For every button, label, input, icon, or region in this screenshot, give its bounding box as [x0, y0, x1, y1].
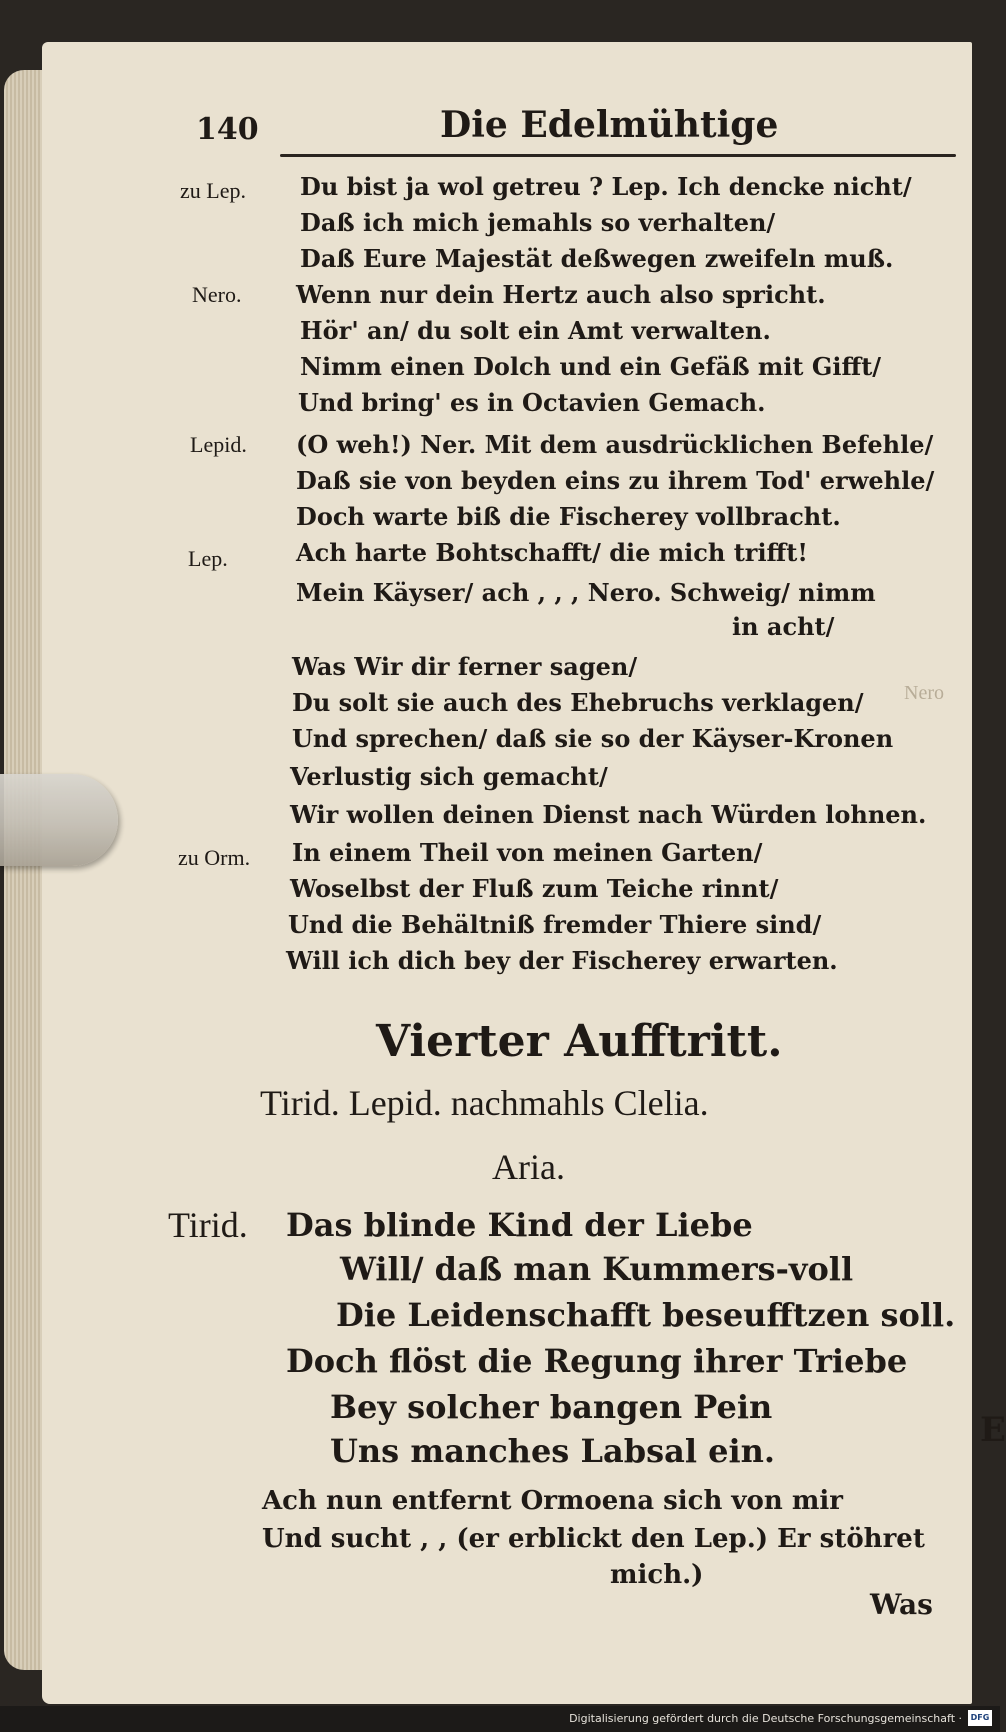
page-clip [0, 774, 118, 866]
recit-line: Und sucht , , (er erblickt den Lep.) Er stöhret [262, 1524, 925, 1554]
verse-line: Daß Eure Majestät deßwegen zweifeln muß. [300, 244, 894, 273]
verse-line: Hör' an/ du solt ein Amt verwalten. [300, 316, 771, 345]
aria-line: Die Leidenschafft beseufftzen soll. [336, 1296, 956, 1334]
recit-line: Ach nun entfernt Ormoena sich von mir [262, 1486, 843, 1516]
speaker-label: Tirid. [168, 1205, 248, 1245]
speaker-label: Lep. [188, 546, 228, 571]
verse-line: Ach harte Bohtschafft/ die mich trifft! [296, 538, 808, 567]
scene-cast: Tirid. Lepid. nachmahls Clelia. [260, 1083, 709, 1123]
verse-line: Doch warte biß die Fischerey vollbracht. [296, 502, 841, 531]
aria-line: Das blinde Kind der Liebe [286, 1206, 753, 1244]
verse-line: Und bring' es in Octavien Gemach. [298, 388, 766, 417]
verse-line: Verlustig sich gemacht/ [290, 762, 608, 791]
speaker-label: Lepid. [190, 432, 247, 457]
scene-heading: Vierter Aufftritt. [376, 1016, 783, 1067]
verse-line: In einem Theil von meinen Garten/ [292, 838, 763, 867]
digitization-credit: Digitalisierung gefördert durch die Deutsche Forschungsgemeinschaft · [569, 1712, 962, 1725]
verse-line: Wir wollen deinen Dienst nach Würden lohnen. [290, 800, 927, 829]
running-title: Die Edelmühtige [440, 104, 779, 146]
verse-line: Will ich dich bey der Fischerey erwarten. [286, 946, 838, 975]
speaker-label: Nero. [192, 282, 242, 307]
verse-line: Daß sie von beyden eins zu ihrem Tod' erwehle/ [296, 466, 935, 495]
verse-line: (O weh!) Ner. Mit dem ausdrücklichen Befehle/ [296, 430, 934, 459]
page-number: 140 [196, 112, 259, 147]
dfg-logo: DFG [968, 1710, 992, 1726]
verse-line: Woselbst der Fluß zum Teiche rinnt/ [290, 874, 779, 903]
bleed-through-text: E [980, 1410, 1006, 1450]
bleed-through-text: Nero [904, 682, 944, 704]
aria-line: Uns manches Labsal ein. [330, 1432, 776, 1470]
verse-line: Nimm einen Dolch und ein Gefäß mit Gifft/ [300, 352, 882, 381]
verse-line: Und die Behältniß fremder Thiere sind/ [288, 910, 822, 939]
header-rule [280, 154, 956, 157]
recit-line: mich.) [610, 1560, 704, 1590]
speaker-label: zu Orm. [178, 845, 251, 870]
speaker-label: zu Lep. [180, 178, 246, 203]
verse-line: Und sprechen/ daß sie so der Käyser-Kronen [292, 724, 894, 753]
verse-line: Daß ich mich jemahls so verhalten/ [300, 208, 776, 237]
aria-heading: Aria. [492, 1147, 565, 1187]
aria-line: Will/ daß man Kummers-voll [340, 1250, 854, 1288]
verse-line: Wenn nur dein Hertz auch also spricht. [296, 280, 826, 309]
catchword: Was [870, 1588, 933, 1621]
verse-line: Mein Käyser/ ach , , , Nero. Schweig/ nimm [296, 578, 876, 607]
aria-line: Bey solcher bangen Pein [330, 1388, 773, 1426]
verse-line: Du bist ja wol getreu ? Lep. Ich dencke nicht/ [300, 172, 912, 201]
aria-line: Doch flöst die Regung ihrer Triebe [286, 1342, 908, 1380]
verse-line: Du solt sie auch des Ehebruchs verklagen/ [292, 688, 864, 717]
verse-line: Was Wir dir ferner sagen/ [292, 652, 638, 681]
verse-line: in acht/ [732, 612, 835, 641]
